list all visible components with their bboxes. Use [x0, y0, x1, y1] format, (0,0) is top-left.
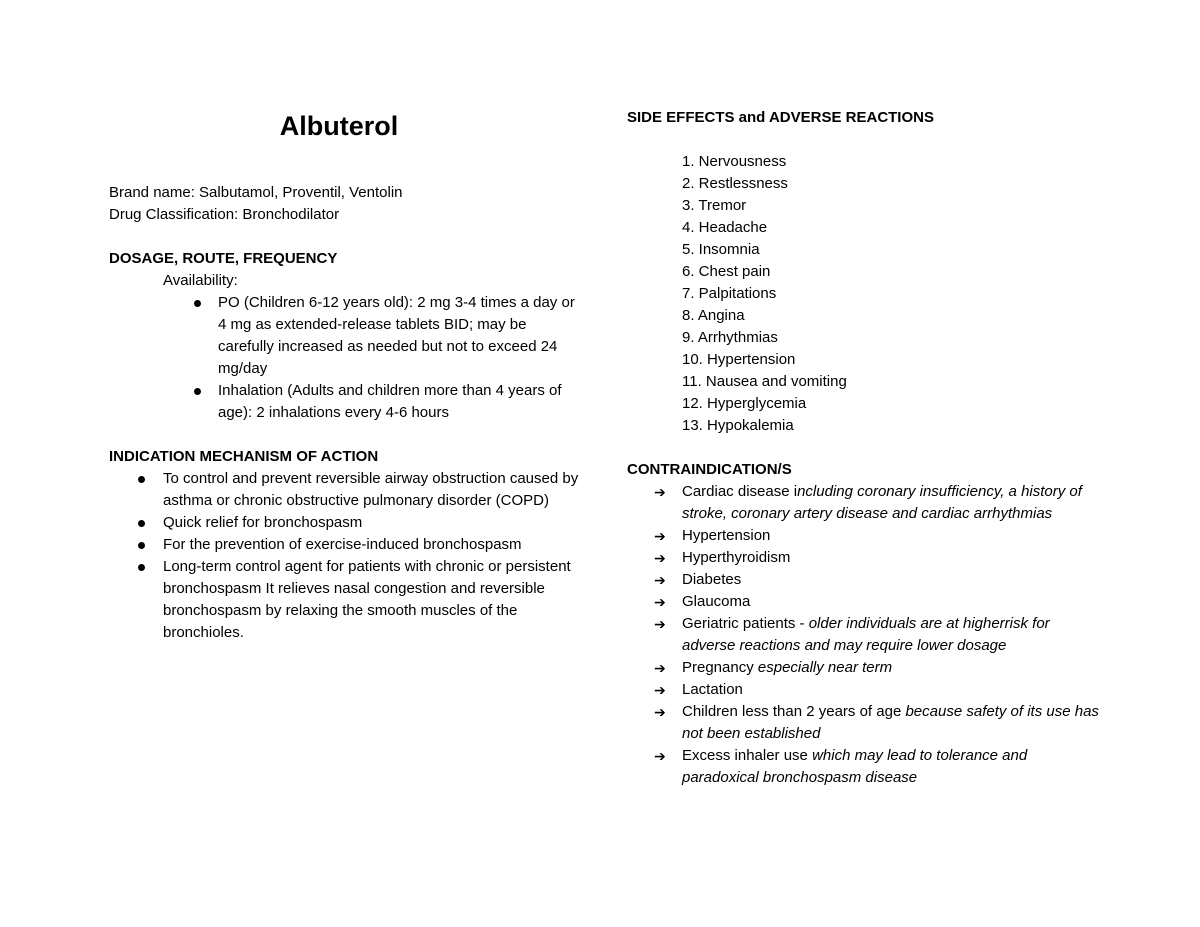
dosage-item-text: PO (Children 6-12 years old): 2 mg 3-4 times a day or 4 mg as extended-release tablets BID; may be carefully increased as needed but not to exceed 24 mg/day — [218, 294, 575, 377]
contraindication-item — [627, 525, 1107, 547]
arrow-icon: ➔ — [654, 550, 666, 566]
arrow-icon: ➔ — [654, 616, 666, 632]
side-effect-item: 8. Angina — [682, 307, 745, 324]
contraindication-item — [627, 679, 1107, 701]
indication-item-text: Long-term control agent for patients with chronic or persistent bronchospasm It relieves nasal congestion and reversible bronchospasm by relaxing the smooth muscles of the bronchioles. — [163, 558, 571, 641]
contraindication-text: Excess inhaler use — [682, 747, 813, 764]
side-effect-item: 12. Hyperglycemia — [682, 395, 807, 412]
side-effect-item: 1. Nervousness — [682, 153, 787, 170]
contraindication-item — [627, 657, 1107, 679]
dosage-item-text: Inhalation (Adults and children more than 4 years of age): 2 inhalations every 4-6 hours — [218, 382, 562, 421]
contraindication-text: Glaucoma — [682, 593, 751, 610]
bullet-icon — [194, 388, 201, 395]
page-title: Albuterol — [279, 111, 399, 141]
indication-item-text: To control and prevent reversible airway obstruction caused by asthma or chronic obstructive pulmonary disorder (COPD) — [163, 470, 579, 509]
contraindication-item — [627, 745, 1107, 789]
left-column — [109, 108, 579, 644]
contraindication-text: Geriatric patients - — [682, 615, 809, 632]
arrow-icon: ➔ — [654, 704, 666, 720]
contraindication-note: especially near term — [757, 659, 893, 676]
dosage-item — [109, 292, 579, 380]
contraindications-list — [627, 481, 1107, 789]
contraindication-text: Diabetes — [682, 571, 742, 588]
contraindication-text: Cardiac disease i — [682, 483, 798, 500]
arrow-icon: ➔ — [654, 528, 666, 544]
indication-list — [109, 468, 579, 644]
bullet-icon — [194, 300, 201, 307]
contraindication-item — [627, 591, 1107, 613]
drug-classification: Drug Classification: Bronchodilator — [109, 206, 340, 223]
dosage-item — [109, 380, 579, 424]
contraindication-text: Hyperthyroidism — [682, 549, 791, 566]
contraindication-item — [627, 613, 1107, 657]
bullet-icon — [138, 564, 145, 571]
side-effect-item: 2. Restlessness — [682, 175, 788, 192]
arrow-icon: ➔ — [654, 748, 666, 764]
arrow-icon: ➔ — [654, 484, 666, 500]
indication-item-text: For the prevention of exercise-induced bronchospasm — [163, 536, 522, 553]
side-effect-item: 10. Hypertension — [682, 351, 796, 368]
indication-item — [109, 468, 579, 512]
brand-name: Brand name: Salbutamol, Proventil, Ventolin — [109, 184, 403, 201]
contraindication-note: which may lead to tolerance and paradoxical bronchospasm disease — [682, 747, 1028, 786]
side-effect-item: 7. Palpitations — [682, 285, 777, 302]
side-effect-item: 13. Hypokalemia — [682, 417, 794, 434]
arrow-icon: ➔ — [654, 572, 666, 588]
indication-item-text: Quick relief for bronchospasm — [163, 514, 363, 531]
contraindication-text: Children less than 2 years of age — [682, 703, 906, 720]
indication-item — [109, 556, 579, 644]
contraindication-text: Lactation — [682, 681, 743, 698]
contraindications-heading: CONTRAINDICATION/S — [627, 461, 792, 478]
arrow-icon: ➔ — [654, 594, 666, 610]
side-effect-item: 9. Arrhythmias — [682, 329, 778, 346]
contraindication-item — [627, 481, 1107, 525]
contraindication-note: because safety of its use has not been established — [682, 703, 1099, 742]
dosage-list — [109, 292, 579, 424]
contraindication-note: ncluding coronary insufficiency, a history of stroke, coronary artery disease and cardiac arrhythmias — [682, 483, 1082, 522]
bullet-icon — [138, 542, 145, 549]
availability-label: Availability: — [163, 272, 238, 289]
side-effect-item: 11. Nausea and vomiting — [682, 373, 847, 390]
contraindication-item — [627, 547, 1107, 569]
side-effect-item: 4. Headache — [682, 219, 768, 236]
side-effects-list — [627, 151, 1107, 437]
indication-heading: INDICATION MECHANISM OF ACTION — [109, 448, 379, 465]
drug-meta — [109, 182, 579, 226]
bullet-icon — [138, 476, 145, 483]
indication-item — [109, 512, 579, 534]
contraindication-item — [627, 701, 1107, 745]
right-column — [627, 107, 1107, 789]
indication-item — [109, 534, 579, 556]
bullet-icon — [138, 520, 145, 527]
side-effects-heading: SIDE EFFECTS and ADVERSE REACTIONS — [627, 109, 934, 126]
arrow-icon: ➔ — [654, 682, 666, 698]
contraindication-note: older individuals are at higherrisk for adverse reactions and may require lower dosage — [682, 615, 1050, 654]
side-effect-item: 6. Chest pain — [682, 263, 771, 280]
contraindication-item — [627, 569, 1107, 591]
side-effect-item: 5. Insomnia — [682, 241, 760, 258]
side-effect-item: 3. Tremor — [682, 197, 747, 214]
contraindication-text: Hypertension — [682, 527, 771, 544]
arrow-icon: ➔ — [654, 660, 666, 676]
contraindication-text: Pregnancy — [682, 659, 758, 676]
dosage-heading: DOSAGE, ROUTE, FREQUENCY — [109, 250, 338, 267]
